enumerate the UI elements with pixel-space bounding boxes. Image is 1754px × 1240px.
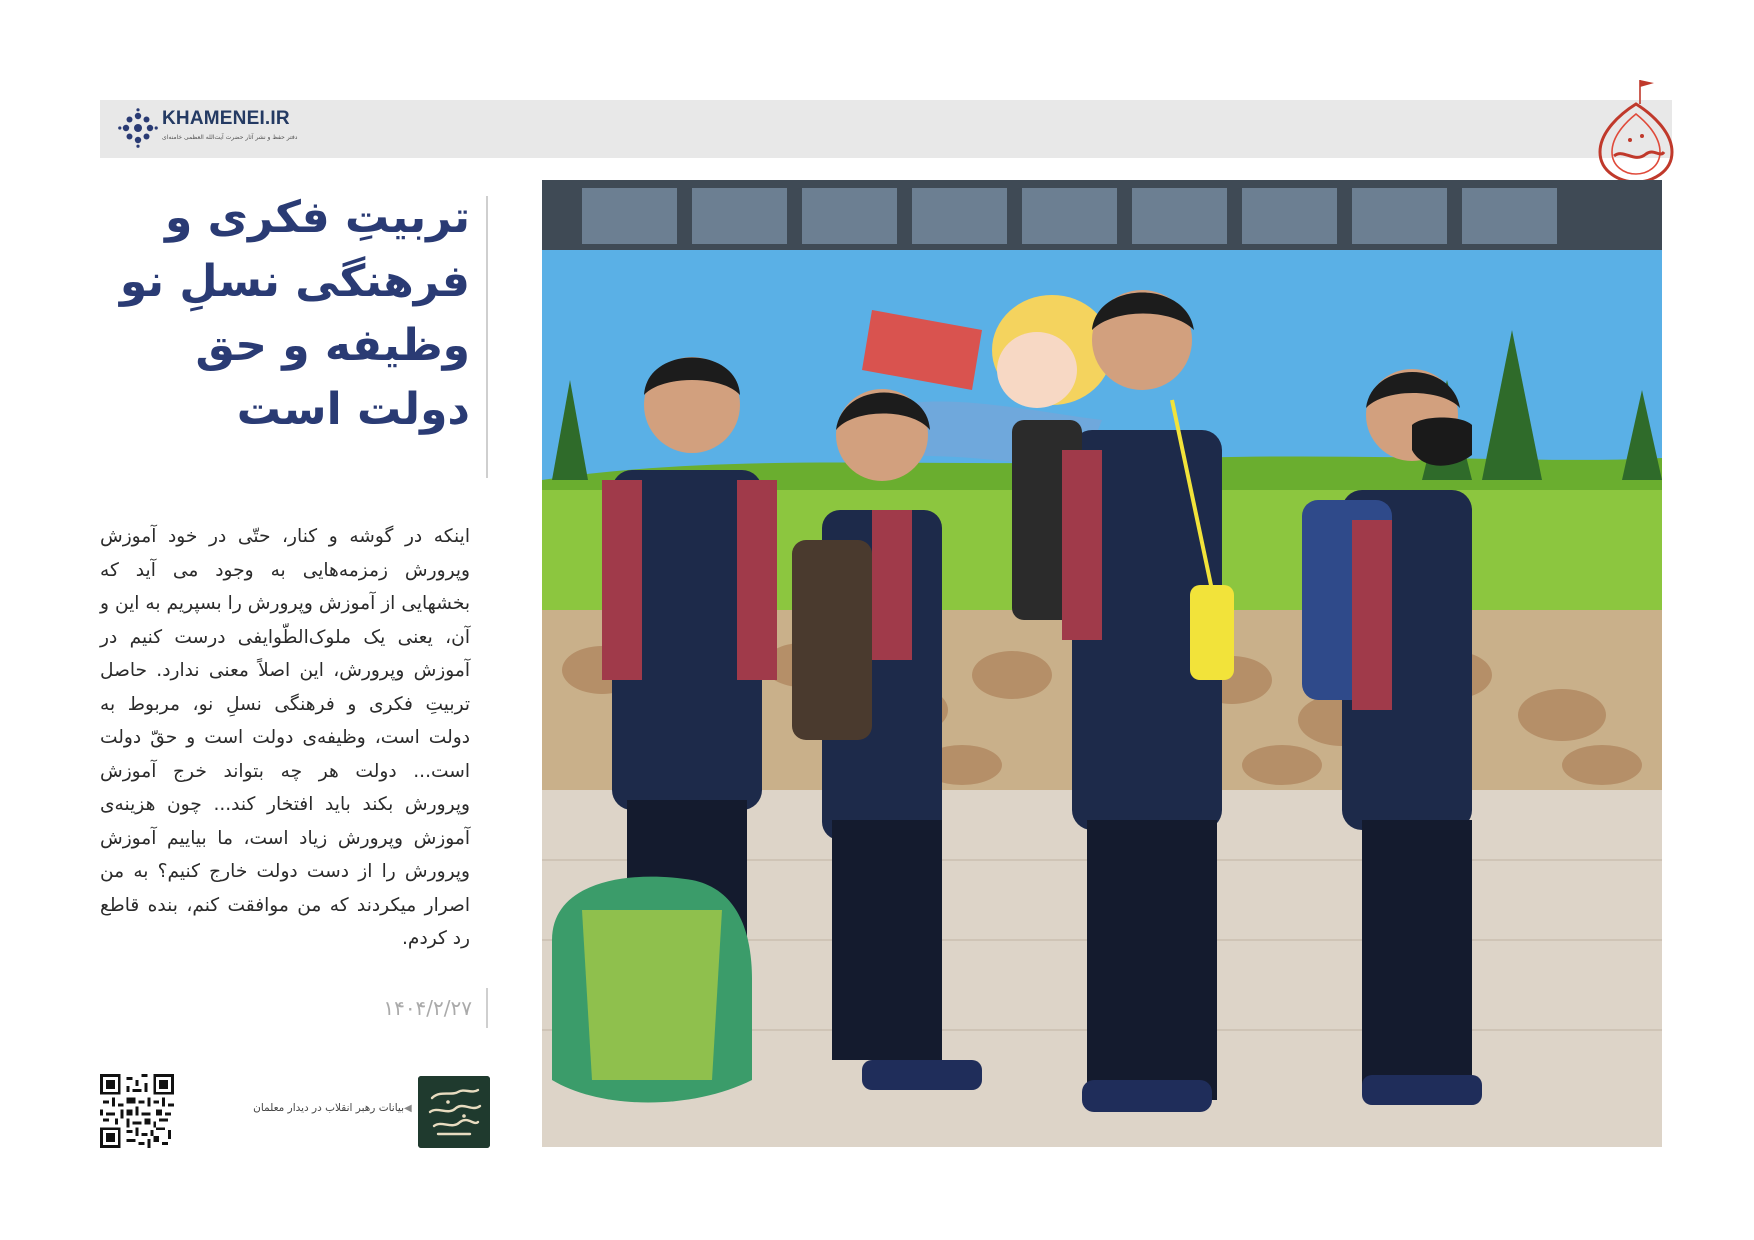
quote-date: ۱۴۰۴/۲/۲۷ <box>383 996 472 1020</box>
qr-code-icon[interactable] <box>100 1074 174 1148</box>
title-line: دولت است <box>236 384 470 435</box>
khamenei-brand[interactable] <box>118 104 318 154</box>
top-bar <box>100 100 1672 158</box>
page-title <box>119 186 470 442</box>
teachers-day-badge-icon <box>418 1076 490 1148</box>
title-line: فرهنگی نسلِ نو <box>119 256 470 307</box>
khamenei-logo-icon <box>118 108 158 148</box>
brand-name: KHAMENEI.IR <box>162 108 290 129</box>
title-line: تربیتِ فکری و <box>164 192 470 243</box>
students-photo <box>542 180 1662 1147</box>
brand-subtitle: دفتر حفظ و نشر آثار حضرت آیت‌الله العظمی خامنه‌ای <box>162 134 298 141</box>
source-arrow-icon: ◀ <box>404 1103 412 1114</box>
title-line: وظیفه و حق <box>195 320 470 371</box>
source-label: بیانات رهبر انقلاب در دیدار معلمان <box>253 1102 404 1114</box>
title-divider <box>486 196 488 478</box>
campaign-logo-icon <box>1590 74 1682 186</box>
quote-body: اینکه در گوشه و کنار، حتّی در خود آموزش و‌پرورش زمزمه‌هایی به‌ وجود می‌ آید که بخشهایی از آموزش و‌پرورش را بسپریم به این و آن، یعنی یک ملوک‌الطّوایفی درست کنیم در آموزش و‌پرورش، این اصلاً معنی ندارد. حاصل تربیتِ فکری و فرهنگی نسلِ نو، مربوط به دولت است، وظیفه‌ی دولت است و حقّ دولت است... دولت هر چه بتواند خرج آموزش و‌پرورش بکند باید افتخار کند... چون هزینه‌ی آموزش و‌پرورش زیاد است، ما بیاییم آموزش و‌پرورش را از دست دولت خارج کنیم؟ به من اصرار میکردند که من موافقت کنم، بنده قاطع رد کردم. <box>100 526 470 949</box>
date-divider <box>486 988 488 1028</box>
